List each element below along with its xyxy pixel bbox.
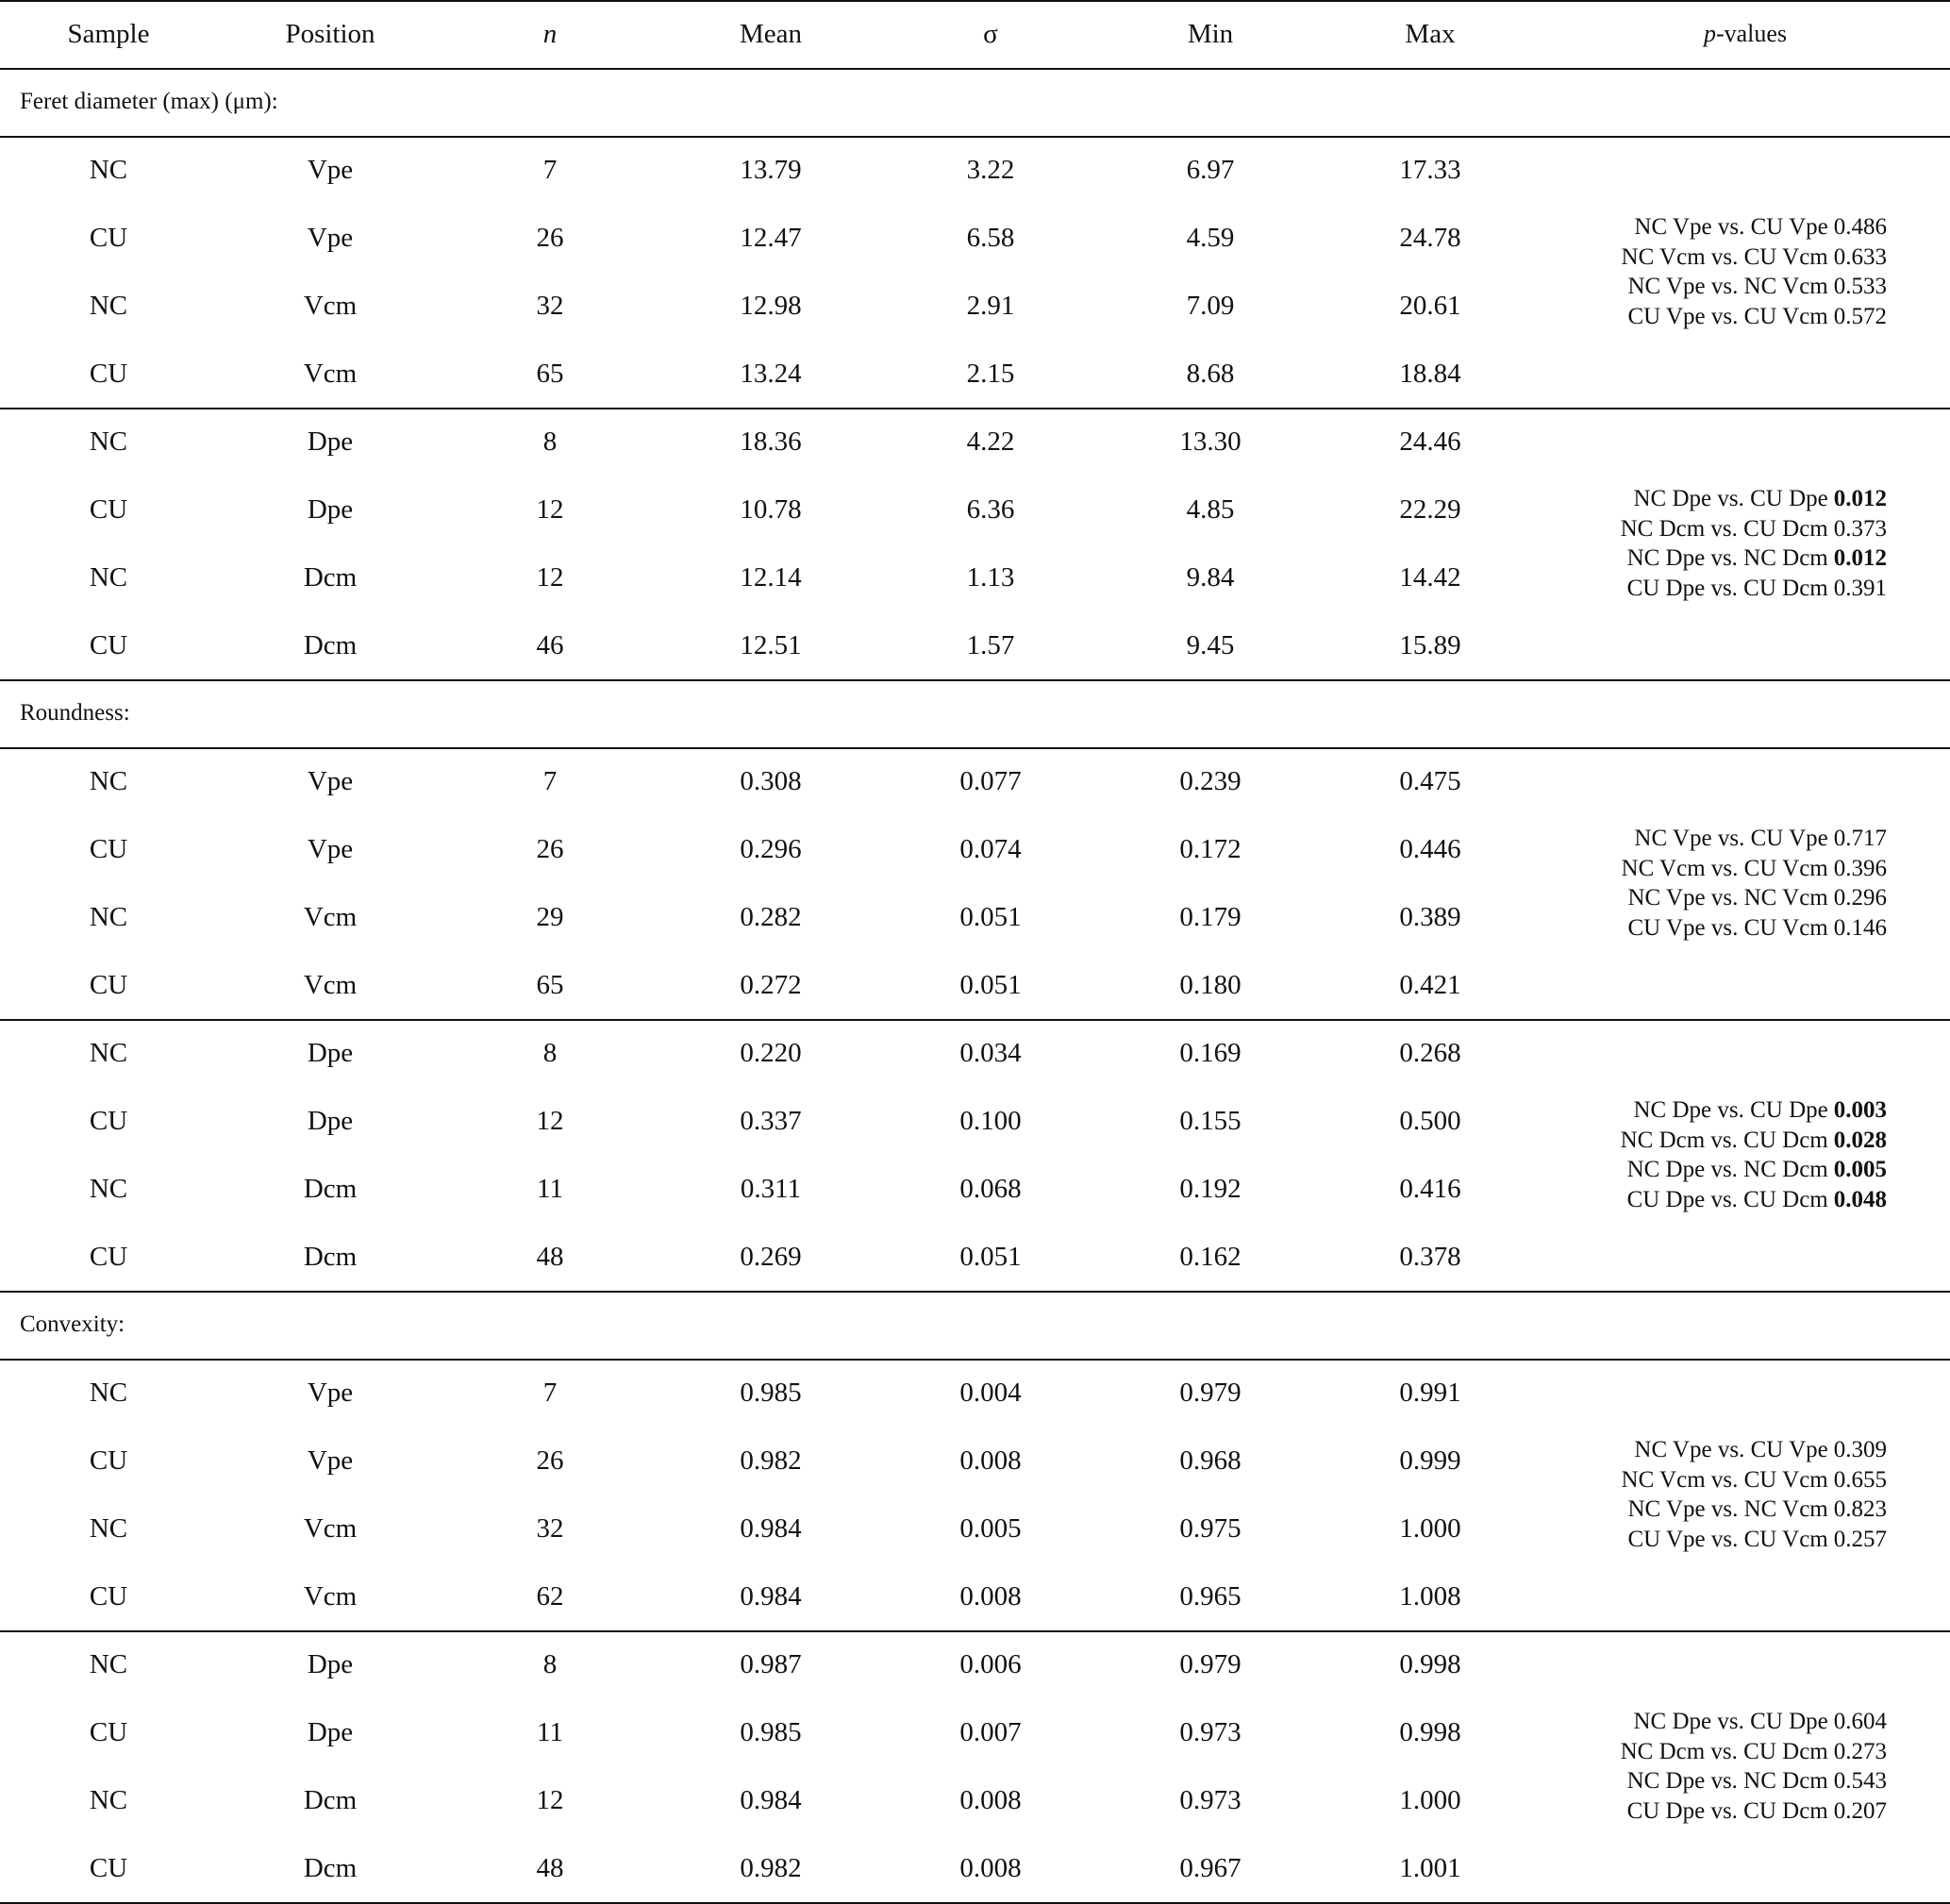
pvalue-comparison: NC Dpe vs. CU Dpe — [1633, 1097, 1828, 1123]
pvalue-comparison: NC Vcm vs. CU Vcm — [1621, 243, 1828, 270]
cell-sigma: 0.100 — [959, 1105, 1022, 1136]
cell-position: Vpe — [307, 1377, 354, 1408]
pvalue-line — [1594, 824, 1915, 854]
pvalue-line — [1594, 1155, 1915, 1185]
cell-position: Dpe — [307, 493, 354, 525]
pvalue-comparison: CU Dpe vs. CU Dcm — [1626, 1186, 1828, 1212]
header-row — [0, 0, 1950, 68]
pvalue-value: 0.823 — [1833, 1496, 1887, 1522]
pvalue-comparison: CU Vpe vs. CU Vcm — [1627, 914, 1828, 941]
cell-mean: 0.984 — [740, 1784, 802, 1815]
cell-min: 0.155 — [1179, 1105, 1242, 1136]
pvalue-line — [1594, 212, 1915, 242]
cell-position: Vcm — [303, 358, 358, 389]
header-min: Min — [1187, 18, 1234, 49]
group-rule — [0, 679, 1950, 681]
cell-position: Dpe — [307, 1105, 354, 1136]
cell-sigma: 0.051 — [959, 901, 1022, 932]
cell-sample: NC — [89, 154, 128, 185]
cell-n: 12 — [536, 561, 564, 593]
header-n: n — [542, 18, 558, 49]
cell-min: 0.967 — [1179, 1852, 1242, 1883]
cell-n: 29 — [536, 901, 564, 932]
pvalue-value: 0.048 — [1833, 1186, 1887, 1212]
cell-n: 11 — [537, 1173, 563, 1204]
pvalue-line — [1594, 1796, 1915, 1827]
table-row — [0, 1562, 1950, 1630]
cell-max: 0.446 — [1399, 833, 1461, 864]
cell-sigma: 0.008 — [959, 1445, 1022, 1476]
cell-sample: CU — [89, 833, 128, 864]
cell-position: Dpe — [307, 426, 354, 457]
cell-sigma: 2.15 — [966, 358, 1015, 389]
cell-max: 0.998 — [1399, 1716, 1461, 1747]
cell-sample: NC — [89, 1512, 128, 1544]
cell-position: Dcm — [303, 561, 358, 593]
pvalue-line — [1594, 514, 1915, 544]
pvalue-comparison: NC Dcm vs. CU Dcm — [1620, 515, 1828, 542]
cell-position: Dpe — [307, 1716, 354, 1747]
cell-n: 12 — [536, 1784, 564, 1815]
pvalue-comparison: NC Dpe vs. CU Dpe — [1633, 486, 1828, 511]
pvalue-value: 0.028 — [1833, 1127, 1887, 1153]
pvalues-block — [1594, 824, 1915, 943]
pvalue-comparison: NC Vpe vs. CU Vpe — [1634, 214, 1828, 240]
cell-min: 6.97 — [1186, 154, 1235, 185]
cell-mean: 0.282 — [740, 901, 802, 932]
cell-sigma: 0.004 — [959, 1377, 1022, 1408]
cell-sample: CU — [89, 969, 128, 1000]
cell-mean: 0.985 — [740, 1377, 802, 1408]
pvalue-value: 0.396 — [1833, 855, 1887, 881]
pvalue-value: 0.486 — [1833, 214, 1887, 240]
pvalue-value: 0.005 — [1833, 1157, 1887, 1182]
pvalue-value: 0.604 — [1833, 1709, 1887, 1734]
cell-mean: 10.78 — [740, 493, 802, 525]
cell-sigma: 0.074 — [959, 833, 1022, 864]
cell-sample: CU — [89, 1445, 128, 1476]
pvalue-line — [1594, 1095, 1915, 1126]
cell-sample: CU — [89, 222, 128, 253]
pvalue-value: 0.146 — [1833, 914, 1887, 941]
pvalue-comparison: NC Dcm vs. CU Dcm — [1620, 1738, 1828, 1764]
cell-sigma: 1.57 — [966, 629, 1015, 660]
cell-n: 11 — [537, 1716, 563, 1747]
cell-n: 7 — [542, 1377, 558, 1408]
cell-mean: 0.296 — [740, 833, 802, 864]
cell-mean: 12.47 — [740, 222, 802, 253]
cell-sigma: 6.58 — [966, 222, 1015, 253]
cell-n: 46 — [536, 629, 564, 660]
cell-max: 1.008 — [1399, 1580, 1461, 1612]
cell-mean: 13.24 — [740, 358, 802, 389]
cell-max: 17.33 — [1399, 154, 1461, 185]
cell-mean: 0.272 — [740, 969, 802, 1000]
cell-sample: CU — [89, 358, 128, 389]
section-label: Convexity: — [20, 1311, 125, 1337]
cell-n: 8 — [542, 426, 558, 457]
cell-max: 24.46 — [1399, 426, 1461, 457]
table-row — [0, 1630, 1950, 1698]
cell-position: Dcm — [303, 1241, 358, 1272]
cell-n: 7 — [542, 154, 558, 185]
cell-mean: 0.987 — [740, 1648, 802, 1679]
cell-sample: NC — [89, 561, 128, 593]
cell-mean: 0.984 — [740, 1512, 802, 1544]
pvalue-value: 0.012 — [1833, 486, 1887, 511]
cell-n: 48 — [536, 1852, 564, 1883]
cell-max: 20.61 — [1399, 290, 1461, 321]
cell-sample: CU — [89, 1105, 128, 1136]
cell-sigma: 0.008 — [959, 1852, 1022, 1883]
pvalue-value: 0.273 — [1833, 1738, 1887, 1764]
header-position: Position — [285, 18, 375, 49]
table-row — [0, 1359, 1950, 1427]
pvalue-comparison: NC Vpe vs. NC Vcm — [1627, 885, 1828, 910]
cell-min: 0.172 — [1179, 833, 1242, 864]
cell-n: 32 — [536, 1512, 564, 1544]
cell-position: Dcm — [303, 629, 358, 660]
cell-sigma: 3.22 — [966, 154, 1015, 185]
cell-min: 0.192 — [1179, 1173, 1242, 1204]
pvalue-comparison: NC Vpe vs. CU Vpe — [1634, 1437, 1828, 1462]
cell-sample: CU — [89, 629, 128, 660]
cell-position: Vcm — [303, 901, 358, 932]
cell-mean: 18.36 — [740, 426, 802, 457]
header-mean: Mean — [739, 18, 803, 49]
cell-max: 0.998 — [1399, 1648, 1461, 1679]
cell-max: 15.89 — [1399, 629, 1461, 660]
cell-sigma: 0.051 — [959, 969, 1022, 1000]
cell-mean: 0.269 — [740, 1241, 802, 1272]
pvalue-comparison: CU Vpe vs. CU Vcm — [1627, 1526, 1828, 1552]
pvalue-line — [1594, 1525, 1915, 1555]
cell-position: Vcm — [303, 290, 358, 321]
cell-position: Vpe — [307, 154, 354, 185]
table-row — [0, 408, 1950, 476]
cell-sigma: 0.005 — [959, 1512, 1022, 1544]
pvalue-comparison: NC Dpe vs. NC Dcm — [1626, 1157, 1828, 1182]
pvalue-value: 0.257 — [1833, 1526, 1887, 1552]
cell-sample: CU — [89, 493, 128, 525]
pvalue-comparison: NC Dpe vs. CU Dpe — [1633, 1709, 1828, 1734]
pvalue-value: 0.207 — [1833, 1797, 1887, 1824]
pvalue-comparison: NC Vpe vs. NC Vcm — [1627, 274, 1828, 299]
cell-position: Dcm — [303, 1852, 358, 1883]
cell-max: 24.78 — [1399, 222, 1461, 253]
pvalue-value: 0.533 — [1833, 274, 1887, 299]
cell-sample: NC — [89, 1173, 128, 1204]
pvalue-value: 0.655 — [1833, 1466, 1887, 1493]
cell-sigma: 4.22 — [966, 426, 1015, 457]
cell-position: Vcm — [303, 1580, 358, 1612]
cell-n: 32 — [536, 290, 564, 321]
cell-sample: NC — [89, 426, 128, 457]
header-sigma: σ — [983, 18, 998, 49]
cell-min: 9.84 — [1186, 561, 1235, 593]
cell-n: 12 — [536, 493, 564, 525]
cell-n: 65 — [536, 969, 564, 1000]
cell-max: 0.500 — [1399, 1105, 1461, 1136]
pvalue-comparison: NC Vpe vs. NC Vcm — [1627, 1496, 1828, 1522]
cell-mean: 12.98 — [740, 290, 802, 321]
pvalues-block — [1594, 1095, 1915, 1214]
pvalues-block — [1594, 1435, 1915, 1554]
pvalue-value: 0.373 — [1833, 515, 1887, 542]
cell-max: 0.416 — [1399, 1173, 1461, 1204]
cell-sample: NC — [89, 1037, 128, 1068]
header-pvalues — [1704, 0, 1787, 68]
cell-n: 65 — [536, 358, 564, 389]
cell-min: 0.973 — [1179, 1716, 1242, 1747]
pvalue-line — [1594, 913, 1915, 944]
cell-position: Dcm — [303, 1784, 358, 1815]
table-row — [0, 747, 1950, 815]
pvalue-value: 0.572 — [1833, 303, 1887, 329]
cell-position: Dpe — [307, 1648, 354, 1679]
cell-sigma: 0.051 — [959, 1241, 1022, 1272]
cell-sample: CU — [89, 1580, 128, 1612]
cell-position: Vcm — [303, 969, 358, 1000]
cell-min: 0.180 — [1179, 969, 1242, 1000]
pvalue-line — [1594, 1465, 1915, 1495]
pvalue-line — [1594, 1495, 1915, 1525]
cell-min: 4.85 — [1186, 493, 1235, 525]
cell-sample: NC — [89, 1377, 128, 1408]
cell-min: 0.979 — [1179, 1377, 1242, 1408]
pvalue-line — [1594, 574, 1915, 604]
cell-sigma: 0.006 — [959, 1648, 1022, 1679]
cell-sample: NC — [89, 1648, 128, 1679]
section-label: Feret diameter (max) (μm): — [20, 89, 278, 114]
cell-sigma: 0.007 — [959, 1716, 1022, 1747]
cell-sigma: 0.068 — [959, 1173, 1022, 1204]
cell-min: 0.968 — [1179, 1445, 1242, 1476]
cell-max: 22.29 — [1399, 493, 1461, 525]
cell-min: 0.169 — [1179, 1037, 1242, 1068]
pvalue-value: 0.543 — [1833, 1768, 1887, 1794]
cell-mean: 0.985 — [740, 1716, 802, 1747]
pvalue-line — [1594, 272, 1915, 302]
cell-max: 0.999 — [1399, 1445, 1461, 1476]
cell-min: 0.239 — [1179, 765, 1242, 796]
cell-n: 26 — [536, 222, 564, 253]
pvalue-line — [1594, 1766, 1915, 1796]
pvalue-line — [1594, 854, 1915, 884]
cell-min: 0.975 — [1179, 1512, 1242, 1544]
cell-mean: 12.51 — [740, 629, 802, 660]
cell-max: 0.421 — [1399, 969, 1461, 1000]
header-rule — [0, 68, 1950, 70]
pvalue-value: 0.717 — [1833, 826, 1887, 851]
cell-sample: NC — [89, 901, 128, 932]
pvalue-line — [1594, 1435, 1915, 1465]
table-row — [0, 951, 1950, 1019]
cell-n: 8 — [542, 1037, 558, 1068]
header-sample: Sample — [67, 18, 150, 49]
cell-min: 4.59 — [1186, 222, 1235, 253]
cell-n: 48 — [536, 1241, 564, 1272]
cell-position: Vpe — [307, 833, 354, 864]
cell-position: Vcm — [303, 1512, 358, 1544]
pvalue-value: 0.003 — [1833, 1097, 1887, 1123]
cell-max: 1.000 — [1399, 1512, 1461, 1544]
cell-sigma: 6.36 — [966, 493, 1015, 525]
cell-min: 0.179 — [1179, 901, 1242, 932]
pvalue-line — [1594, 1126, 1915, 1156]
pvalue-comparison: NC Dpe vs. NC Dcm — [1626, 545, 1828, 571]
pvalues-block — [1594, 1707, 1915, 1826]
cell-max: 1.001 — [1399, 1852, 1461, 1883]
pvalue-comparison: NC Vcm vs. CU Vcm — [1621, 1466, 1828, 1493]
pvalue-value: 0.633 — [1833, 243, 1887, 270]
section-label: Roundness: — [20, 700, 130, 726]
cell-n: 8 — [542, 1648, 558, 1679]
cell-position: Vpe — [307, 1445, 354, 1476]
cell-sigma: 0.008 — [959, 1580, 1022, 1612]
pvalue-value: 0.391 — [1833, 575, 1887, 601]
cell-mean: 0.984 — [740, 1580, 802, 1612]
table-row — [0, 1223, 1950, 1291]
cell-position: Vpe — [307, 765, 354, 796]
cell-n: 26 — [536, 833, 564, 864]
cell-mean: 12.14 — [740, 561, 802, 593]
cell-max: 14.42 — [1399, 561, 1461, 593]
table-row — [0, 1834, 1950, 1902]
pvalue-comparison: NC Vpe vs. CU Vpe — [1634, 826, 1828, 851]
cell-sample: CU — [89, 1241, 128, 1272]
cell-mean: 0.311 — [740, 1173, 802, 1204]
cell-sigma: 0.034 — [959, 1037, 1022, 1068]
cell-max: 0.475 — [1399, 765, 1461, 796]
group-rule — [0, 1291, 1950, 1293]
table-row — [0, 340, 1950, 408]
pvalue-line — [1594, 1707, 1915, 1737]
cell-mean: 0.982 — [740, 1852, 802, 1883]
pvalue-value: 0.012 — [1833, 545, 1887, 571]
cell-position: Dpe — [307, 1037, 354, 1068]
cell-max: 0.389 — [1399, 901, 1461, 932]
pvalue-comparison: NC Vcm vs. CU Vcm — [1621, 855, 1828, 881]
pvalue-comparison: NC Dcm vs. CU Dcm — [1620, 1127, 1828, 1153]
cell-min: 0.965 — [1179, 1580, 1242, 1612]
cell-sigma: 1.13 — [966, 561, 1015, 593]
pvalues-block — [1594, 484, 1915, 603]
cell-max: 1.000 — [1399, 1784, 1461, 1815]
cell-min: 13.30 — [1179, 426, 1242, 457]
cell-min: 9.45 — [1186, 629, 1235, 660]
pvalue-comparison: NC Dpe vs. NC Dcm — [1626, 1768, 1828, 1794]
cell-mean: 0.337 — [740, 1105, 802, 1136]
cell-n: 62 — [536, 1580, 564, 1612]
cell-sigma: 0.077 — [959, 765, 1022, 796]
pvalue-line — [1594, 543, 1915, 574]
cell-mean: 0.220 — [740, 1037, 802, 1068]
cell-position: Vpe — [307, 222, 354, 253]
cell-min: 0.973 — [1179, 1784, 1242, 1815]
table-row — [0, 611, 1950, 679]
cell-sigma: 0.008 — [959, 1784, 1022, 1815]
cell-min: 7.09 — [1186, 290, 1235, 321]
cell-min: 8.68 — [1186, 358, 1235, 389]
pvalue-line — [1594, 484, 1915, 514]
cell-sample: NC — [89, 765, 128, 796]
pvalue-line — [1594, 242, 1915, 273]
header-pvalues-rest: -values — [1715, 20, 1788, 47]
pvalue-comparison: CU Dpe vs. CU Dcm — [1626, 575, 1828, 601]
pvalue-line — [1594, 1737, 1915, 1767]
pvalue-comparison: CU Vpe vs. CU Vcm — [1627, 303, 1828, 329]
table-row — [0, 136, 1950, 204]
cell-n: 7 — [542, 765, 558, 796]
cell-sample: NC — [89, 290, 128, 321]
cell-sample: CU — [89, 1716, 128, 1747]
cell-min: 0.979 — [1179, 1648, 1242, 1679]
cell-sigma: 2.91 — [966, 290, 1015, 321]
cell-position: Dcm — [303, 1173, 358, 1204]
pvalue-value: 0.309 — [1833, 1437, 1887, 1462]
cell-max: 0.268 — [1399, 1037, 1461, 1068]
header-max: Max — [1405, 18, 1456, 49]
cell-max: 0.991 — [1399, 1377, 1461, 1408]
pvalue-line — [1594, 883, 1915, 913]
cell-n: 26 — [536, 1445, 564, 1476]
cell-max: 0.378 — [1399, 1241, 1461, 1272]
table-row — [0, 1019, 1950, 1087]
cell-n: 12 — [536, 1105, 564, 1136]
header-pvalues-p: p — [1703, 20, 1716, 47]
cell-min: 0.162 — [1179, 1241, 1242, 1272]
cell-mean: 0.308 — [740, 765, 802, 796]
pvalues-block — [1594, 212, 1915, 331]
cell-mean: 0.982 — [740, 1445, 802, 1476]
cell-sample: NC — [89, 1784, 128, 1815]
pvalue-value: 0.296 — [1833, 885, 1887, 910]
pvalue-line — [1594, 1185, 1915, 1215]
pvalue-line — [1594, 302, 1915, 332]
cell-mean: 13.79 — [740, 154, 802, 185]
pvalue-comparison: CU Dpe vs. CU Dcm — [1626, 1797, 1828, 1824]
cell-max: 18.84 — [1399, 358, 1461, 389]
cell-sample: CU — [89, 1852, 128, 1883]
